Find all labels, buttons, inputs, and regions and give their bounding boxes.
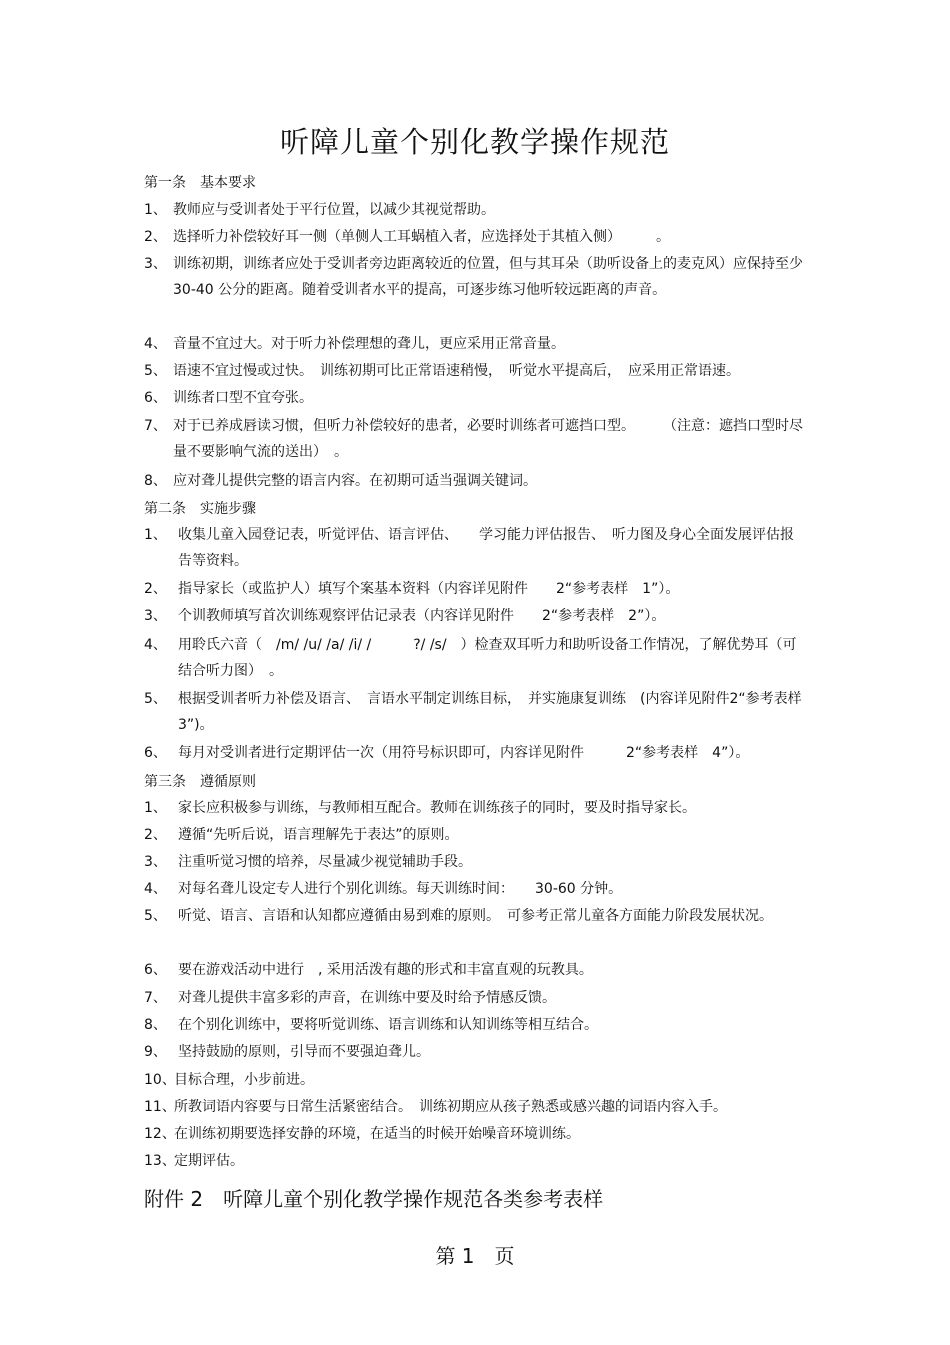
list-item [144,522,804,574]
item-number: 11、 [144,1099,176,1115]
list-item [144,358,804,384]
item-number: 10、 [144,1072,176,1088]
list-item [144,603,804,629]
list-item [144,197,804,223]
item-number: 9、 [144,1044,167,1060]
list-item [144,1067,804,1093]
list-item [144,822,804,848]
list-item [144,413,804,465]
item-number: 3、 [144,608,167,624]
section-heading: 第二条 实施步骤 [144,501,256,517]
item-number: 3、 [144,256,167,272]
list-item [144,903,804,955]
item-number: 5、 [144,363,167,379]
item-number: 4、 [144,336,167,352]
item-text: 定期评估。 [174,1153,244,1169]
item-number: 12、 [144,1126,176,1142]
list-item [144,1094,804,1120]
item-text: 选择听力补偿较好耳一侧（单侧人工耳蜗植入者，应选择处于其植入侧） 。 [173,229,670,245]
item-text: 坚持鼓励的原则，引导而不要强迫聋儿。 [178,1044,430,1060]
item-text: 家长应积极参与训练，与教师相互配合。教师在训练孩子的同时，要及时指导家长。 [178,800,696,816]
item-text: 用聆氏六音（ /m/ /u/ /a/ /i/ / ?/ /s/ ）检查双耳听力和助听设备工作情况，了解优势耳（可结合听力图） 。 [178,637,797,679]
item-text: 训练者口型不宜夸张。 [173,390,313,406]
item-number: 8、 [144,473,167,489]
item-number: 5、 [144,691,167,707]
item-text: 收集儿童入园登记表，听觉评估、语言评估、 学习能力评估报告、 听力图及身心全面发展评估报告等资料。 [178,527,794,569]
item-number: 1、 [144,527,167,543]
item-text: 所教词语内容要与日常生活紧密结合。 训练初期应从孩子熟悉或感兴趣的词语内容入手。 [174,1099,727,1115]
item-number: 2、 [144,581,167,597]
item-text: 要在游戏活动中进行 , 采用活泼有趣的形式和丰富直观的玩教具。 [178,962,593,978]
item-text: 音量不宜过大。对于听力补偿理想的聋儿，更应采用正常音量。 [173,336,565,352]
annex-heading: 附件 2 听障儿童个别化教学操作规范各类参考表样 [144,1187,604,1211]
list-item [144,740,804,766]
item-text: 对于已养成唇读习惯，但听力补偿较好的患者，必要时训练者可遮挡口型。 （注意：遮挡口型时尽量不要影响气流的送出） 。 [173,418,803,460]
item-text: 听觉、语言、言语和认知都应遵循由易到难的原则。 可参考正常儿童各方面能力阶段发展状况。 [178,908,773,924]
item-text: 训练初期，训练者应处于受训者旁边距离较近的位置，但与其耳朵（助听设备上的麦克风）应保持至少 30-40 公分的距离。随着受训者水平的提高，可逐步练习他听较远距离的声音。 [173,256,817,298]
item-text: 根据受训者听力补偿及语言、 言语水平制定训练目标， 并实施康复训练 (内容详见附件2“参考表样 3”)。 [178,691,816,733]
list-item [144,1039,804,1065]
item-text: 每月对受训者进行定期评估一次（用符号标识即可，内容详见附件 2“参考表样 4”）。 [178,745,750,761]
list-item [144,385,804,411]
item-text: 对每名聋儿设定专人进行个别化训练。每天训练时间： 30-60 分钟。 [178,881,623,897]
item-text: 个训教师填写首次训练观察评估记录表（内容详见附件 2“参考表样 2”）。 [178,608,666,624]
item-text: 在个别化训练中，要将听觉训练、语言训练和认知训练等相互结合。 [178,1017,598,1033]
list-item [144,985,804,1011]
item-number: 4、 [144,637,167,653]
item-number: 8、 [144,1017,167,1033]
item-number: 7、 [144,990,167,1006]
item-number: 5、 [144,908,167,924]
item-text: 指导家长（或监护人）填写个案基本资料（内容详见附件 2“参考表样 1”）。 [178,581,680,597]
page-number: 第 1 页 [435,1244,515,1268]
section-heading: 第一条 基本要求 [144,175,256,191]
list-item [144,331,804,357]
item-number: 2、 [144,229,167,245]
item-text: 对聋儿提供丰富多彩的声音，在训练中要及时给予情感反馈。 [178,990,556,1006]
list-item [144,1012,804,1038]
list-item [144,1121,804,1147]
document-title: 听障儿童个别化教学操作规范 [279,125,670,159]
item-number: 6、 [144,390,167,406]
item-text: 应对聋儿提供完整的语言内容。在初期可适当强调关键词。 [173,473,537,489]
item-number: 6、 [144,745,167,761]
list-item [144,1148,804,1174]
section-heading: 第三条 遵循原则 [144,774,256,790]
list-item [144,468,804,494]
item-number: 3、 [144,854,167,870]
list-item [144,849,804,875]
list-item [144,576,804,602]
list-item [144,876,804,902]
item-number: 7、 [144,418,167,434]
item-number: 13、 [144,1153,176,1169]
list-item [144,957,804,983]
list-item [144,224,804,250]
item-text: 语速不宜过慢或过快。 训练初期可比正常语速稍慢， 听觉水平提高后， 应采用正常语速。 [173,363,740,379]
item-number: 1、 [144,800,167,816]
item-text: 遵循“先听后说，语言理解先于表达”的原则。 [178,827,459,843]
list-item [144,795,804,821]
item-text: 教师应与受训者处于平行位置，以减少其视觉帮助。 [173,202,495,218]
item-number: 2、 [144,827,167,843]
list-item [144,632,804,684]
item-number: 4、 [144,881,167,897]
item-number: 6、 [144,962,167,978]
item-number: 1、 [144,202,167,218]
item-text: 注重听觉习惯的培养，尽量减少视觉辅助手段。 [178,854,472,870]
item-text: 目标合理，小步前进。 [174,1072,314,1088]
item-text: 在训练初期要选择安静的环境，在适当的时候开始噪音环境训练。 [174,1126,580,1142]
list-item [144,686,816,738]
list-item [144,251,817,329]
